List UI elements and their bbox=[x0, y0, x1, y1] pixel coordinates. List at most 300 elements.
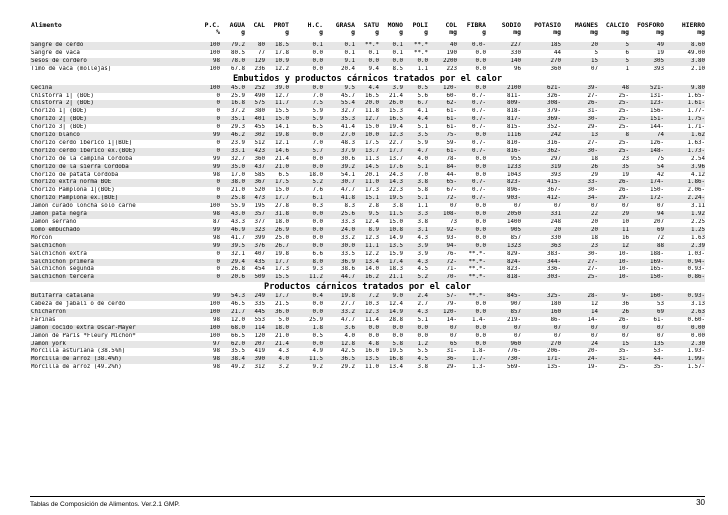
cell-cal: 399 bbox=[245, 235, 265, 243]
cell-prot: 11.7 bbox=[265, 100, 289, 108]
cell-poli: 5.1 bbox=[403, 195, 428, 203]
cell-hc: 9.3 bbox=[289, 266, 323, 274]
food-name: Sangre de cerdo bbox=[30, 42, 200, 50]
cell-agua: 46.5 bbox=[220, 301, 245, 309]
cell-calcio: 07 bbox=[598, 325, 629, 333]
cell-calcio: 31- bbox=[598, 356, 629, 364]
cell-poli: 3.5 bbox=[403, 132, 428, 140]
cell-fibra: 0.7- bbox=[457, 116, 486, 124]
cell-pc: 0 bbox=[200, 116, 220, 124]
cell-potasio: 248 bbox=[521, 219, 561, 227]
cell-hc: 0.0 bbox=[289, 50, 323, 58]
cell-calcio: 26- bbox=[598, 179, 629, 187]
cell-satu: 4.8 bbox=[355, 341, 379, 349]
cell-satu: 15.1 bbox=[355, 195, 379, 203]
cell-cal: 335 bbox=[245, 301, 265, 309]
cell-hierro: 0.93- bbox=[664, 266, 705, 274]
cell-calcio: 48 bbox=[598, 85, 629, 93]
cell-potasio: 326- bbox=[521, 93, 561, 101]
cell-satu: 12.3 bbox=[355, 235, 379, 243]
cell-prot: 26.9 bbox=[265, 227, 289, 235]
cell-poli: 3.8 bbox=[403, 219, 428, 227]
cell-agua: 17.0 bbox=[220, 172, 245, 180]
cell-hc: 5.7 bbox=[289, 148, 323, 156]
cell-sodio: 07 bbox=[486, 333, 521, 341]
cell-potasio: 325- bbox=[521, 293, 561, 301]
cell-col: 93- bbox=[428, 235, 457, 243]
cell-satu: 8.9 bbox=[355, 227, 379, 235]
food-name: Jamón pata negra bbox=[30, 211, 200, 219]
cell-fosforo: 74 bbox=[629, 132, 664, 140]
cell-pc: 98 bbox=[200, 172, 220, 180]
cell-agua: 45.0 bbox=[220, 85, 245, 93]
cell-hierro: 3.80 bbox=[664, 58, 705, 66]
table-row bbox=[30, 116, 705, 124]
cell-pc: 99 bbox=[200, 156, 220, 164]
cell-fibra: 1.3- bbox=[457, 364, 486, 372]
cell-cal: 553 bbox=[245, 317, 265, 325]
table-row bbox=[30, 348, 705, 356]
cell-magnes: 30- bbox=[561, 251, 598, 259]
cell-pc: 99 bbox=[200, 164, 220, 172]
cell-grasa: 38.6 bbox=[323, 266, 355, 274]
cell-magnes: 18 bbox=[561, 156, 598, 164]
cell-agua: 43.3 bbox=[220, 219, 245, 227]
food-name: Lomo embuchado bbox=[30, 227, 200, 235]
cell-grasa: 33.5 bbox=[323, 251, 355, 259]
cell-sodio: 96 bbox=[486, 66, 521, 74]
cell-potasio: 242 bbox=[521, 132, 561, 140]
cell-satu: 13.4 bbox=[355, 259, 379, 267]
cell-fosforo: 126- bbox=[629, 140, 664, 148]
cell-hc: 7.5 bbox=[289, 100, 323, 108]
cell-agua: 29.4 bbox=[220, 259, 245, 267]
food-name: Chorizo cerdo ibérico 1|(BOE) bbox=[30, 140, 200, 148]
cell-grasa: 45.7 bbox=[323, 93, 355, 101]
cell-hc: 5.9 bbox=[289, 108, 323, 116]
cell-mono: 0.0 bbox=[379, 58, 403, 66]
cell-magnes: 29 bbox=[561, 172, 598, 180]
cell-potasio: 369- bbox=[521, 116, 561, 124]
cell-fosforo: 172- bbox=[629, 195, 664, 203]
cell-hierro: 49.00 bbox=[664, 50, 705, 58]
cell-hc: 11.2 bbox=[289, 274, 323, 282]
cell-hierro: 1.73- bbox=[664, 148, 705, 156]
cell-hc: 5.9 bbox=[289, 116, 323, 124]
cell-fibra: **.*- bbox=[457, 259, 486, 267]
cell-prot: 3.2 bbox=[265, 364, 289, 372]
cell-poli: 7.0 bbox=[403, 172, 428, 180]
table-row bbox=[30, 148, 705, 156]
cell-sodio: 809- bbox=[486, 100, 521, 108]
cell-magnes: 19- bbox=[561, 364, 598, 372]
table-row bbox=[30, 140, 705, 148]
table-row bbox=[30, 356, 705, 364]
cell-col: 61- bbox=[428, 148, 457, 156]
food-name: Salchichón extra bbox=[30, 251, 200, 259]
cell-cal: 302 bbox=[245, 132, 265, 140]
cell-prot: 10.9 bbox=[265, 58, 289, 66]
cell-prot: 4.0 bbox=[265, 356, 289, 364]
cell-pc: 99 bbox=[200, 227, 220, 235]
cell-fosforo: 07 bbox=[629, 325, 664, 333]
cell-pc: 100 bbox=[200, 333, 220, 341]
cell-fibra: 0.0 bbox=[457, 227, 486, 235]
cell-mono: 3.9 bbox=[379, 85, 403, 93]
cell-satu: 10.3 bbox=[355, 301, 379, 309]
cell-col: 14- bbox=[428, 317, 457, 325]
cell-pc: 87 bbox=[200, 219, 220, 227]
cell-mono: 22.7 bbox=[379, 140, 403, 148]
cell-hc: 0.0 bbox=[289, 309, 323, 317]
cell-mono: 26.0 bbox=[379, 100, 403, 108]
cell-magnes: 34- bbox=[561, 195, 598, 203]
column-unit-9: g bbox=[424, 28, 428, 36]
cell-calcio: 10- bbox=[598, 266, 629, 274]
cell-prot: 31.8 bbox=[265, 211, 289, 219]
cell-mono: 10.8 bbox=[379, 227, 403, 235]
cell-fibra: 1.4- bbox=[457, 317, 486, 325]
cell-fosforo: 188- bbox=[629, 251, 664, 259]
cell-hc: 1.8 bbox=[289, 325, 323, 333]
cell-grasa: 24.0 bbox=[323, 227, 355, 235]
cell-hc: 11.5 bbox=[289, 356, 323, 364]
cell-agua: 21.0 bbox=[220, 187, 245, 195]
cell-mono: 19.5 bbox=[379, 195, 403, 203]
cell-agua: 32.1 bbox=[220, 251, 245, 259]
cell-poli: 2.4 bbox=[403, 293, 428, 301]
cell-fosforo: 150- bbox=[629, 187, 664, 195]
cell-hierro: 0.86- bbox=[664, 274, 705, 282]
cell-agua: 39.5 bbox=[220, 243, 245, 251]
cell-hierro: 0.00 bbox=[664, 325, 705, 333]
cell-poli: 3.3 bbox=[403, 211, 428, 219]
cell-grasa: 19.8 bbox=[323, 293, 355, 301]
cell-poli: 0.0 bbox=[403, 325, 428, 333]
cell-agua: 80.5 bbox=[220, 50, 245, 58]
page-number: 30 bbox=[696, 498, 705, 507]
cell-magnes: 30- bbox=[561, 148, 598, 156]
cell-hierro: 1.62 bbox=[664, 132, 705, 140]
cell-mono: 17.4 bbox=[379, 259, 403, 267]
cell-magnes: 27- bbox=[561, 140, 598, 148]
cell-agua: 16.8 bbox=[220, 100, 245, 108]
cell-grasa: 35.3 bbox=[323, 116, 355, 124]
cell-potasio: 160 bbox=[521, 309, 561, 317]
cell-satu: 4.4 bbox=[355, 85, 379, 93]
cell-fosforo: 305 bbox=[629, 58, 664, 66]
cell-hierro: 1.71- bbox=[664, 124, 705, 132]
cell-calcio: 25- bbox=[598, 100, 629, 108]
cell-fosforo: 135 bbox=[629, 341, 664, 349]
cell-prot: 18.0 bbox=[265, 219, 289, 227]
cell-prot: 14.6 bbox=[265, 148, 289, 156]
cell-hierro: 2.25 bbox=[664, 219, 705, 227]
cell-hierro: 1.61- bbox=[664, 100, 705, 108]
cell-magnes: 07 bbox=[561, 333, 598, 341]
cell-magnes: 31- bbox=[561, 108, 598, 116]
cell-calcio: 26 bbox=[598, 309, 629, 317]
cell-cal: 509 bbox=[245, 274, 265, 282]
cell-sodio: 857 bbox=[486, 235, 521, 243]
cell-sodio: 905 bbox=[486, 227, 521, 235]
cell-poli: **.* bbox=[403, 50, 428, 58]
cell-hc: 0.1 bbox=[289, 42, 323, 50]
table-row bbox=[30, 203, 705, 211]
cell-calcio: 10- bbox=[598, 259, 629, 267]
column-unit-15: mg bbox=[621, 28, 629, 36]
cell-hierro: 2.10 bbox=[664, 66, 705, 74]
cell-hc: 6.5 bbox=[289, 124, 323, 132]
cell-poli: 1.1 bbox=[403, 203, 428, 211]
cell-poli: 5.8 bbox=[403, 187, 428, 195]
cell-potasio: 412- bbox=[521, 195, 561, 203]
cell-poli: 5.1 bbox=[403, 124, 428, 132]
cell-agua: 35.1 bbox=[220, 116, 245, 124]
table-row bbox=[30, 50, 705, 58]
cell-calcio: 19 bbox=[598, 172, 629, 180]
cell-hierro: 0.00 bbox=[664, 333, 705, 341]
cell-mono: 9.0 bbox=[379, 293, 403, 301]
cell-cal: 376 bbox=[245, 243, 265, 251]
cell-sodio: 330 bbox=[486, 50, 521, 58]
cell-poli: 1.2 bbox=[403, 341, 428, 349]
cell-pc: 99 bbox=[200, 293, 220, 301]
cell-mono: 16.5 bbox=[379, 116, 403, 124]
cell-potasio: 270 bbox=[521, 341, 561, 349]
cell-prot: 12.7 bbox=[265, 93, 289, 101]
cell-potasio: 344- bbox=[521, 259, 561, 267]
cell-calcio: 10- bbox=[598, 251, 629, 259]
cell-satu: 9.4 bbox=[355, 66, 379, 74]
cell-cal: 380 bbox=[245, 108, 265, 116]
food-name: Jamón de París *Fleury Michon* bbox=[30, 333, 200, 341]
cell-cal: 195 bbox=[245, 203, 265, 211]
cell-hierro: 0.93- bbox=[664, 293, 705, 301]
cell-fibra: **.*- bbox=[457, 266, 486, 274]
cell-sodio: 227 bbox=[486, 42, 521, 50]
cell-calcio: 23 bbox=[598, 156, 629, 164]
cell-potasio: 297 bbox=[521, 156, 561, 164]
column-unit-13: mg bbox=[553, 28, 561, 36]
column-header-12: SODIO bbox=[501, 21, 521, 29]
cell-col: 84- bbox=[428, 164, 457, 172]
cell-magnes: 33- bbox=[561, 179, 598, 187]
cell-potasio: 621- bbox=[521, 85, 561, 93]
cell-sodio: 1043 bbox=[486, 172, 521, 180]
cell-fosforo: 123- bbox=[629, 100, 664, 108]
cell-calcio: 11 bbox=[598, 227, 629, 235]
cell-sodio: 07 bbox=[486, 203, 521, 211]
cell-hc: 25.9 bbox=[289, 317, 323, 325]
cell-grasa: 33.2 bbox=[323, 309, 355, 317]
cell-fosforo: 150- bbox=[629, 274, 664, 282]
cell-satu: 16.2 bbox=[355, 274, 379, 282]
cell-hc: 0.0 bbox=[289, 164, 323, 172]
cell-cal: 323 bbox=[245, 227, 265, 235]
cell-col: 92- bbox=[428, 227, 457, 235]
food-name: Butifarra catalana bbox=[30, 293, 200, 301]
cell-poli: 4.5 bbox=[403, 266, 428, 274]
cell-grasa: 3.6 bbox=[323, 325, 355, 333]
cell-prot: 15.0 bbox=[265, 187, 289, 195]
cell-mono: 21.4 bbox=[379, 93, 403, 101]
cell-pc: 0 bbox=[200, 100, 220, 108]
table-row bbox=[30, 58, 705, 66]
cell-col: 60- bbox=[428, 93, 457, 101]
cell-fibra: 0.0 bbox=[457, 341, 486, 349]
cell-hierro: 0.94- bbox=[664, 259, 705, 267]
cell-poli: 5.1 bbox=[403, 164, 428, 172]
cell-hierro: 1.63 bbox=[664, 235, 705, 243]
cell-calcio: 10 bbox=[598, 219, 629, 227]
cell-mono: 17.7 bbox=[379, 148, 403, 156]
table-row bbox=[30, 259, 705, 267]
cell-calcio: 15 bbox=[598, 341, 629, 349]
cell-sodio: 730- bbox=[486, 356, 521, 364]
food-name: Salchichón tercera bbox=[30, 274, 200, 282]
column-header-10: COL bbox=[445, 21, 457, 29]
cell-hierro: 1.65- bbox=[664, 93, 705, 101]
column-header-15: CALCIO bbox=[605, 21, 629, 29]
cell-cal: 207 bbox=[245, 341, 265, 349]
cell-sodio: 857 bbox=[486, 309, 521, 317]
cell-pc: 0 bbox=[200, 124, 220, 132]
cell-mono: 3.8 bbox=[379, 203, 403, 211]
column-header-1: P.C. bbox=[204, 21, 220, 29]
cell-col: 79- bbox=[428, 301, 457, 309]
cell-grasa: 27.0 bbox=[323, 132, 355, 140]
cell-fosforo: 144- bbox=[629, 124, 664, 132]
cell-fosforo: 75 bbox=[629, 156, 664, 164]
cell-sodio: 1400 bbox=[486, 219, 521, 227]
food-name: Chorizo blanco bbox=[30, 132, 200, 140]
cell-cal: 357 bbox=[245, 211, 265, 219]
cell-magnes: 07 bbox=[561, 325, 598, 333]
cell-mono: 0.1 bbox=[379, 42, 403, 50]
cell-fosforo: 88 bbox=[629, 243, 664, 251]
cell-satu: 11.4 bbox=[355, 317, 379, 325]
cell-pc: 0 bbox=[200, 251, 220, 259]
cell-calcio: 25- bbox=[598, 124, 629, 132]
cell-poli: 4.3 bbox=[403, 235, 428, 243]
cell-agua: 25.9 bbox=[220, 93, 245, 101]
food-name: Jamón curado loncha solo carne bbox=[30, 203, 200, 211]
cell-fibra: 0.0 bbox=[457, 219, 486, 227]
cell-grasa: 47.7 bbox=[323, 317, 355, 325]
food-name: Chistorra 2| (BOE) bbox=[30, 100, 200, 108]
cell-prot: 17.8 bbox=[265, 50, 289, 58]
cell-mono: 14.9 bbox=[379, 235, 403, 243]
cell-col: 07 bbox=[428, 203, 457, 211]
cell-col: 65 bbox=[428, 341, 457, 349]
cell-cal: 407 bbox=[245, 251, 265, 259]
cell-mono: 24.3 bbox=[379, 172, 403, 180]
cell-potasio: 360 bbox=[521, 66, 561, 74]
cell-hc: 0.0 bbox=[289, 227, 323, 235]
cell-potasio: 135- bbox=[521, 364, 561, 372]
cell-agua: 38.4 bbox=[220, 356, 245, 364]
cell-calcio: 10- bbox=[598, 274, 629, 282]
page-footer bbox=[30, 496, 705, 511]
cell-satu: 17.3 bbox=[355, 187, 379, 195]
cell-prot: 15.5 bbox=[265, 274, 289, 282]
cell-prot: 17.7 bbox=[265, 195, 289, 203]
cell-sodio: 2050 bbox=[486, 211, 521, 219]
cell-fosforo: 53- bbox=[629, 348, 664, 356]
cell-hierro: 3.13 bbox=[664, 301, 705, 309]
cell-hc: 0.4 bbox=[289, 293, 323, 301]
cell-col: 61- bbox=[428, 124, 457, 132]
column-header-6: GRASA bbox=[335, 21, 355, 29]
cell-cal: 575 bbox=[245, 100, 265, 108]
cell-hc: 0.0 bbox=[289, 301, 323, 309]
cell-magnes: 25- bbox=[561, 274, 598, 282]
cell-calcio: 25- bbox=[598, 364, 629, 372]
cell-hierro: 2.06- bbox=[664, 187, 705, 195]
cell-col: 73 bbox=[428, 219, 457, 227]
cell-agua: 68.0 bbox=[220, 325, 245, 333]
cell-satu: 17.5 bbox=[355, 140, 379, 148]
cell-grasa: 27.7 bbox=[323, 301, 355, 309]
cell-pc: 99 bbox=[200, 243, 220, 251]
cell-potasio: 383- bbox=[521, 251, 561, 259]
cell-prot: 21.0 bbox=[265, 333, 289, 341]
cell-satu: 12.7 bbox=[355, 116, 379, 124]
cell-agua: 25.8 bbox=[220, 195, 245, 203]
cell-pc: 0 bbox=[200, 140, 220, 148]
cell-pc: 98 bbox=[200, 317, 220, 325]
food-name: Morcilla de arroz (38.4%h) bbox=[30, 356, 200, 364]
cell-col: 61- bbox=[428, 116, 457, 124]
cell-cal: 401 bbox=[245, 116, 265, 124]
cell-fosforo: 61- bbox=[629, 317, 664, 325]
cell-mono: 8.5 bbox=[379, 66, 403, 74]
cell-prot: 21.5 bbox=[265, 301, 289, 309]
cell-sodio: 903- bbox=[486, 195, 521, 203]
cell-hc: 0.5 bbox=[289, 333, 323, 341]
cell-satu: 16.5 bbox=[355, 93, 379, 101]
cell-hc: 0.0 bbox=[289, 85, 323, 93]
cell-potasio: 319 bbox=[521, 164, 561, 172]
cell-fosforo: 169- bbox=[629, 259, 664, 267]
cell-magnes: 20 bbox=[561, 219, 598, 227]
cell-pc: 0 bbox=[200, 93, 220, 101]
cell-agua: 29.3 bbox=[220, 124, 245, 132]
cell-mono: 12.4 bbox=[379, 301, 403, 309]
cell-fosforo: 165- bbox=[629, 266, 664, 274]
cell-agua: 79.2 bbox=[220, 42, 245, 50]
food-name: Jamón york bbox=[30, 341, 200, 349]
food-name: Chorizo extra norma BOE bbox=[30, 179, 200, 187]
cell-sodio: 140 bbox=[486, 58, 521, 66]
cell-cal: 236 bbox=[245, 66, 265, 74]
cell-calcio: 6 bbox=[598, 50, 629, 58]
cell-pc: 100 bbox=[200, 301, 220, 309]
cell-sodio: 219- bbox=[486, 317, 521, 325]
cell-prot: 17.7 bbox=[265, 293, 289, 301]
cell-pc: 100 bbox=[200, 325, 220, 333]
cell-pc: 0 bbox=[200, 187, 220, 195]
cell-fosforo: 521- bbox=[629, 85, 664, 93]
cell-prot: 17.7 bbox=[265, 259, 289, 267]
table-row bbox=[30, 227, 705, 235]
cell-hierro: 2.39 bbox=[664, 243, 705, 251]
cell-grasa: 41.4 bbox=[323, 124, 355, 132]
cell-col: 108- bbox=[428, 211, 457, 219]
cell-magnes: 26- bbox=[561, 100, 598, 108]
cell-agua: 78.0 bbox=[220, 58, 245, 66]
